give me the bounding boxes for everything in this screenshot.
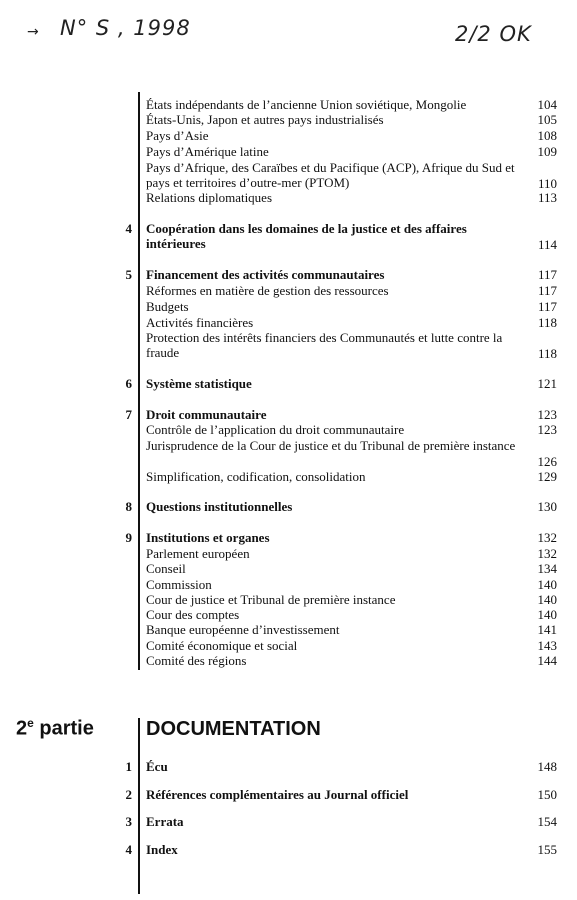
section-title: Droit communautaire — [146, 407, 267, 422]
toc-entry-page: 118 — [537, 346, 557, 361]
toc-entry-title: Banque européenne d’investissement — [146, 622, 340, 637]
handwritten-mark: → — [27, 24, 40, 40]
toc-entry-page: 105 — [537, 112, 557, 127]
section-number: 1 — [125, 759, 132, 774]
toc-entry-page: 132 — [537, 546, 557, 561]
section-page: 123 — [537, 407, 557, 422]
toc-entry-page: 123 — [537, 422, 557, 437]
toc-divider-line — [138, 92, 140, 670]
section-number: 3 — [125, 814, 132, 829]
toc-entry-page: 129 — [537, 469, 557, 484]
toc-entry-page: 108 — [537, 128, 557, 143]
section-page: 150 — [537, 787, 557, 802]
section-number: 4 — [125, 221, 132, 236]
toc-entry-page: 141 — [537, 622, 557, 637]
toc-entry-title: Parlement européen — [146, 546, 250, 561]
toc-entry-page: 140 — [537, 577, 557, 592]
section-title: Index — [146, 842, 178, 857]
toc-entry-page: 143 — [537, 638, 557, 653]
toc-entry-page: 126 — [537, 454, 557, 469]
section-title: Errata — [146, 814, 184, 829]
section-page: 154 — [537, 814, 557, 829]
section-number: 6 — [125, 376, 132, 391]
toc-entry-title: Pays d’Asie — [146, 128, 209, 143]
section-number: 7 — [125, 407, 132, 422]
section-title: Coopération dans les domaines de la justice et des affaires intérieures — [146, 221, 467, 251]
toc-entry-page: 144 — [537, 653, 557, 668]
toc-entry-title: Comité des régions — [146, 653, 247, 668]
toc-entry-title: Budgets — [146, 299, 189, 314]
toc-entry-title: Pays d’Afrique, des Caraïbes et du Pacifique (ACP), Afrique du Sud et pays et territoires d’outre-mer (PTOM) — [146, 160, 515, 190]
toc-entry-title: Simplification, codification, consolidation — [146, 469, 366, 484]
toc-entry-title: Réformes en matière de gestion des ressources — [146, 283, 389, 298]
part-word: partie — [33, 717, 94, 740]
toc-entry-title: Cour de justice et Tribunal de première instance — [146, 592, 396, 607]
toc-entry-title: Commission — [146, 577, 212, 592]
toc-entry-title: Cour des comptes — [146, 607, 240, 622]
section-page: 130 — [537, 499, 557, 514]
section-title: Système statistique — [146, 376, 252, 391]
toc-entry-page: 117 — [537, 299, 557, 314]
toc-entry-page: 113 — [537, 190, 557, 205]
toc-entry-title: États-Unis, Japon et autres pays industrialisés — [146, 112, 384, 127]
toc-entry-page: 117 — [537, 283, 557, 298]
toc-entry-page: 104 — [537, 97, 557, 112]
toc-divider-line-part2 — [138, 718, 140, 894]
toc-entry-title: États indépendants de l’ancienne Union soviétique, Mongolie — [146, 97, 467, 112]
handwritten-page-note: 2/2 OK — [455, 22, 532, 46]
section-number: 2 — [125, 787, 132, 802]
part-number: 2 — [16, 717, 28, 740]
part-ordinal: e — [27, 716, 34, 730]
section-number: 8 — [125, 499, 132, 514]
section-number: 5 — [125, 267, 132, 282]
part-title: DOCUMENTATION — [146, 718, 321, 740]
section-page: 132 — [537, 530, 557, 545]
toc-entry-title: Jurisprudence de la Cour de justice et du Tribunal de première instance — [146, 438, 516, 453]
section-page: 117 — [537, 267, 557, 282]
toc-entry-page: 118 — [537, 315, 557, 330]
toc-entry-page: 140 — [537, 607, 557, 622]
handwritten-issue-number: N° S , 1998 — [60, 16, 191, 40]
toc-entry-page: 134 — [537, 561, 557, 576]
section-title: Institutions et organes — [146, 530, 270, 545]
toc-entry-title: Conseil — [146, 561, 186, 576]
toc-entry-page: 109 — [537, 144, 557, 159]
toc-entry-page: 110 — [537, 176, 557, 191]
section-page: 114 — [537, 237, 557, 252]
section-title: Questions institutionnelles — [146, 499, 293, 514]
toc-entry-title: Relations diplomatiques — [146, 190, 273, 205]
section-title: Financement des activités communautaires — [146, 267, 385, 282]
toc-entry-title: Comité économique et social — [146, 638, 298, 653]
toc-entry-page: 140 — [537, 592, 557, 607]
toc-entry-title: Activités financières — [146, 315, 254, 330]
section-number: 9 — [125, 530, 132, 545]
section-page: 155 — [537, 842, 557, 857]
toc-entry-title: Contrôle de l’application du droit communautaire — [146, 422, 405, 437]
toc-entry-title: Protection des intérêts financiers des Communautés et lutte contre la fraude — [146, 330, 503, 360]
part-label — [16, 716, 94, 741]
section-title: Références complémentaires au Journal officiel — [146, 787, 409, 802]
section-page: 148 — [537, 759, 557, 774]
section-title: Écu — [146, 759, 168, 774]
section-number: 4 — [125, 842, 132, 857]
section-page: 121 — [537, 376, 557, 391]
toc-entry-title: Pays d’Amérique latine — [146, 144, 269, 159]
